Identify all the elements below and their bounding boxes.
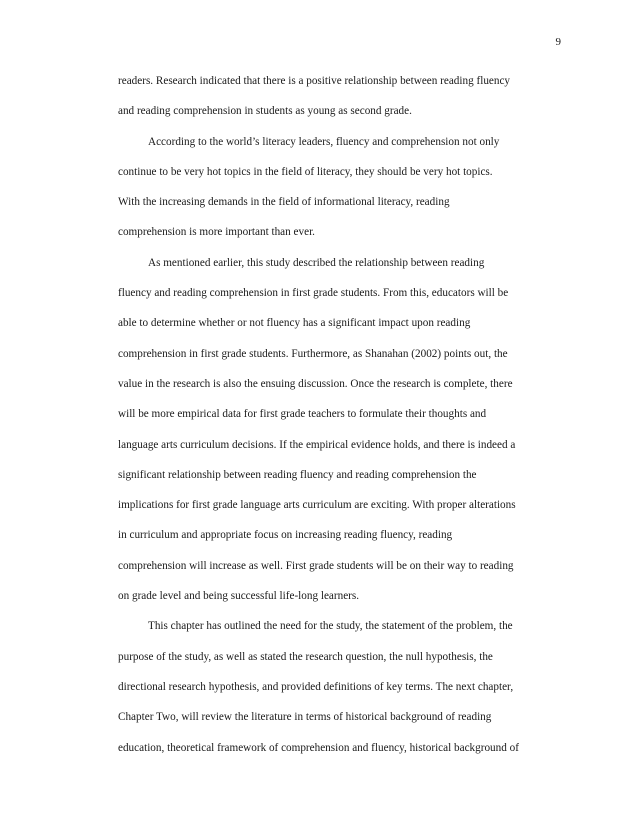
text-line: According to the world’s literacy leaders, fluency and comprehension not only: [148, 135, 500, 148]
text-line: fluency and reading comprehension in first grade students. From this, educators will be: [118, 287, 509, 300]
page-number: 9: [555, 36, 561, 48]
text-line: readers. Research indicated that there is a positive relationship between reading fluency: [118, 75, 511, 87]
text-line: value in the research is also the ensuing discussion. Once the research is complete, there: [118, 377, 513, 390]
text-line: With the increasing demands in the field of informational literacy, reading: [118, 196, 450, 209]
text-line: on grade level and being successful life-long learners.: [118, 590, 360, 603]
text-line: comprehension in first grade students. Furthermore, as Shanahan (2002) points out, the: [118, 347, 508, 360]
text-line: As mentioned earlier, this study described the relationship between reading: [148, 256, 485, 269]
text-line: directional research hypothesis, and provided definitions of key terms. The next chapter,: [118, 680, 514, 693]
text-line: in curriculum and appropriate focus on increasing reading fluency, reading: [118, 529, 453, 542]
text-line: able to determine whether or not fluency has a significant impact upon reading: [118, 317, 471, 330]
text-line: comprehension is more important than ever.: [118, 226, 315, 239]
text-line: implications for first grade language arts curriculum are exciting. With proper alterations: [118, 499, 516, 512]
text-line: will be more empirical data for first grade teachers to formulate their thoughts and: [118, 408, 487, 421]
text-line: Chapter Two, will review the literature in terms of historical background of reading: [118, 711, 492, 724]
body-text: [118, 66, 558, 763]
text-line: education, theoretical framework of comprehension and fluency, historical background of: [118, 741, 519, 754]
text-line: and reading comprehension in students as young as second grade.: [118, 105, 412, 118]
text-line: comprehension will increase as well. First grade students will be on their way to reading: [118, 559, 514, 572]
text-line: significant relationship between reading fluency and reading comprehension the: [118, 468, 477, 481]
text-line: continue to be very hot topics in the field of literacy, they should be very hot topics.: [118, 165, 493, 178]
text-line: purpose of the study, as well as stated the research question, the null hypothesis, the: [118, 650, 493, 663]
text-line: language arts curriculum decisions. If the empirical evidence holds, and there is indeed a: [118, 438, 516, 451]
text-line: This chapter has outlined the need for the study, the statement of the problem, the: [148, 620, 513, 633]
